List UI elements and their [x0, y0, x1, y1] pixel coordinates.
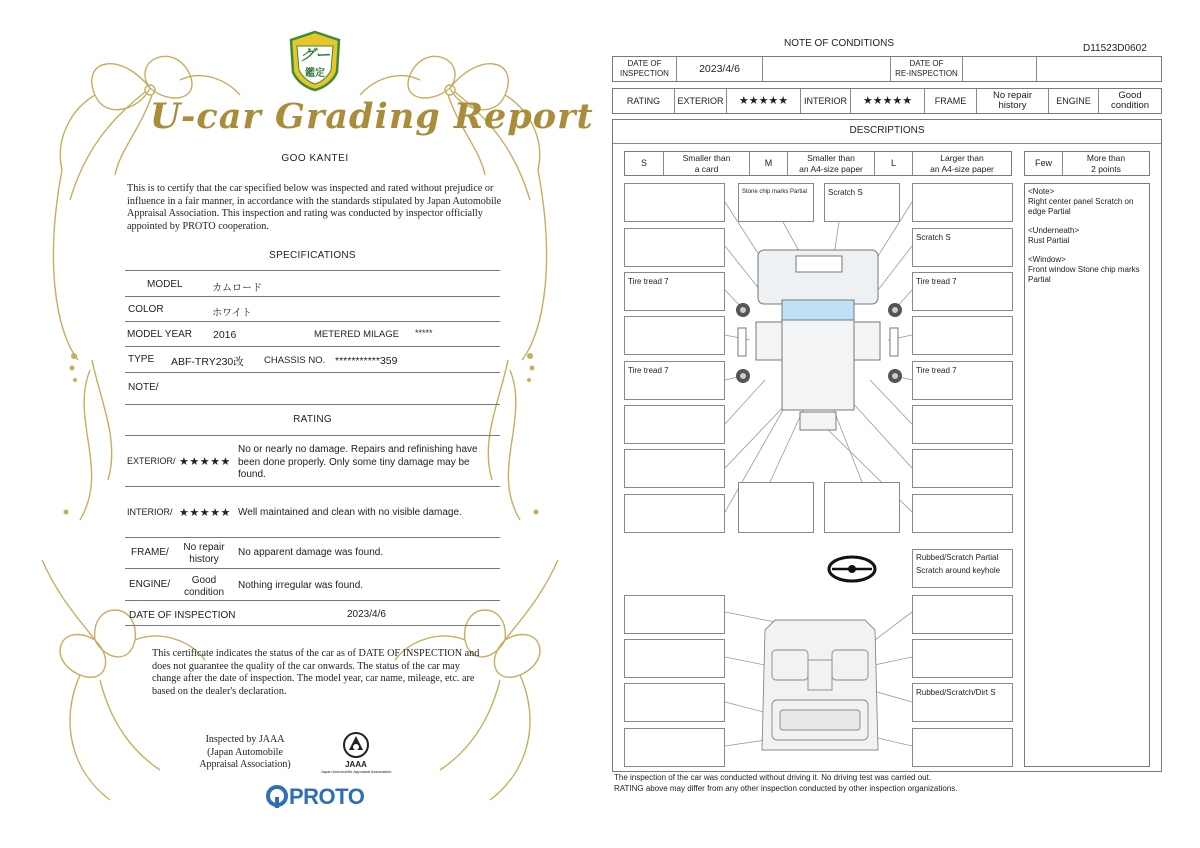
legend-s: S: [640, 158, 647, 169]
steering-note-line-2: Scratch around keyhole: [916, 565, 1001, 575]
color-label: COLOR: [128, 304, 164, 315]
note-text: Right center panel Scratch on edge Partial: [1028, 197, 1134, 216]
damage-box-b2: [824, 482, 900, 533]
interior-label: INTERIOR: [803, 95, 847, 106]
legend-more-line-1: More than: [1086, 153, 1126, 163]
divider: [125, 372, 500, 373]
damage-box-l7: [624, 449, 725, 488]
damage-box-r8: [912, 494, 1013, 533]
legend-few: Few: [1034, 158, 1052, 169]
underneath-heading: <Underneath>: [1028, 226, 1080, 235]
chassis-label: CHASSIS NO.: [264, 355, 326, 366]
date-of-inspection-value: 2023/4/6: [699, 62, 740, 75]
damage-box-r4: [912, 316, 1013, 355]
damage-box-i2: [624, 639, 725, 678]
window-heading: <Window>: [1028, 255, 1066, 264]
damage-box-tire-lr: Tire tread 7: [624, 361, 725, 400]
divider: [125, 404, 500, 405]
exterior-label: EXTERIOR/: [127, 456, 176, 466]
divider: [125, 486, 500, 487]
type-value: ABF-TRY230改: [171, 356, 244, 368]
color-value: ホワイト: [212, 308, 252, 319]
divider: [125, 321, 500, 322]
engine-label: ENGINE: [1056, 95, 1091, 106]
legend-m-line-1: Smaller than: [807, 153, 855, 163]
divider: [125, 625, 500, 626]
document-id: D11523D0602: [1083, 43, 1147, 54]
damage-box-i3: [624, 683, 725, 722]
chassis-value: ***********359: [335, 355, 398, 367]
jaaa-logo: [318, 730, 394, 774]
jaaa-emblem-icon: [341, 730, 371, 760]
model-label: MODEL: [147, 279, 183, 290]
exterior-label: EXTERIOR: [677, 95, 724, 106]
engine-value-line-1: Good: [1118, 89, 1142, 101]
interior-description: Well maintained and clean with no visible damage.: [238, 507, 462, 518]
inspected-by-line-3: Appraisal Association): [199, 759, 291, 770]
proto-logo-icon: [266, 785, 288, 809]
divider: [125, 346, 500, 347]
rating-heading: RATING: [293, 414, 332, 425]
damage-box-tire-rr: Tire tread 7: [912, 361, 1013, 400]
frame-value: [176, 542, 232, 565]
damage-box-l8: [624, 494, 725, 533]
reinspect-label-line-2: RE-INSPECTION: [895, 69, 958, 78]
interior-label: INTERIOR/: [127, 507, 173, 517]
certificate-disclaimer: This certificate indicates the status of the car as of DATE OF INSPECTION and does not guarantee the quality of the car onwards. The status of the car may change after the date of inspection. The model year, car name, mileage, etc. are based on the dealer's declaration.: [152, 648, 480, 697]
proto-logo-text: PROTO: [289, 784, 365, 809]
date-of-inspection-label: DATE OF INSPECTION: [129, 610, 236, 621]
frame-description: No apparent damage was found.: [238, 547, 384, 558]
interior-stars: ★★★★★: [862, 94, 913, 107]
jaaa-subtitle: Japan Automobile Appraisal Association: [320, 769, 392, 774]
damage-box-i4: [624, 728, 725, 767]
divider: [125, 296, 500, 297]
logo-text-bottom: 鑑定: [305, 68, 325, 79]
model-year-value: 2016: [213, 329, 237, 341]
underneath-text: Rust Partial: [1028, 236, 1070, 245]
frame-value-line-1: No repair: [183, 542, 225, 553]
legend-s-line-1: Smaller than: [682, 153, 731, 163]
type-label: TYPE: [128, 354, 155, 365]
divider: [125, 435, 500, 436]
reinspect-label-line-1: DATE OF: [909, 58, 944, 68]
mileage-value: *****: [415, 328, 433, 338]
mileage-label: METERED MILAGE: [314, 329, 399, 340]
legend-s-line-2: a card: [694, 163, 719, 174]
damage-box-b1: [738, 482, 814, 533]
engine-value-line-2: condition: [183, 586, 225, 598]
note-label: NOTE/: [128, 382, 159, 393]
frame-value-line-1: No repair: [992, 89, 1033, 101]
legend-m: M: [764, 158, 773, 169]
divider: [125, 537, 500, 538]
divider: [125, 270, 500, 271]
damage-box-l4: [624, 316, 725, 355]
engine-value-line-1: Good: [191, 575, 217, 586]
descriptions-heading: DESCRIPTIONS: [849, 125, 925, 136]
date-label-line-2: INSPECTION: [620, 69, 669, 78]
exterior-stars: ★★★★★: [179, 456, 231, 468]
damage-box-i8: [912, 728, 1013, 767]
damage-box-r7: [912, 449, 1013, 488]
divider: [125, 568, 500, 569]
report-title: U-car Grading Report: [150, 96, 594, 137]
notes-column: [1024, 183, 1150, 767]
note-of-conditions: [600, 0, 1200, 848]
note-heading: <Note>: [1028, 187, 1055, 196]
date-label-line-1: DATE OF: [627, 58, 662, 68]
certification-statement: This is to certify that the car specified below was inspected and rated without prejudice or influence in a fair manner, in accordance with the standards stipulated by Japan Automobile Appraisal Association. This inspection and rating was conducted by inspector officially appointed by PROTO cooperation.: [127, 183, 502, 232]
damage-box-r1: [912, 183, 1013, 222]
inspected-by-line-2: (Japan Automobile: [207, 746, 283, 758]
window-text: Front window Stone chip marks Partial: [1028, 265, 1140, 284]
damage-box-scratch-right: Scratch S: [912, 228, 1013, 267]
damage-box-l6: [624, 405, 725, 444]
engine-value-line-2: condition: [1110, 100, 1150, 111]
date-of-inspection-value: 2023/4/6: [347, 609, 386, 620]
rating-label: RATING: [626, 95, 661, 106]
damage-box-i6: [912, 639, 1013, 678]
legend-l: L: [890, 158, 896, 169]
damage-box-l2: [624, 228, 725, 267]
damage-box-r6: [912, 405, 1013, 444]
damage-box-tire-rf: Tire tread 7: [912, 272, 1013, 311]
interior-stars: ★★★★★: [179, 507, 231, 519]
damage-box-scratch-top: Scratch S: [824, 183, 900, 222]
exterior-stars: ★★★★★: [738, 94, 789, 107]
damage-box-stone-chip: Stone chip marks Partial: [738, 183, 814, 222]
footer-line-1: The inspection of the car was conducted without driving it. No driving test was carried out.: [614, 773, 932, 782]
damage-box-interior-right: Rubbed/Scratch/Dirt S: [912, 683, 1013, 722]
model-value: カムロード: [212, 283, 262, 294]
frame-value-line-2: history: [189, 553, 219, 565]
engine-value: [176, 575, 232, 598]
legend-more-line-2: 2 points: [1091, 163, 1121, 174]
damage-box-l1: [624, 183, 725, 222]
jaaa-label: JAAA: [345, 760, 367, 769]
frame-label: FRAME: [934, 95, 967, 106]
engine-label: ENGINE/: [129, 579, 171, 590]
damage-box-tire-lf: Tire tread 7: [624, 272, 725, 311]
frame-label: FRAME/: [131, 547, 169, 558]
inspected-by: [186, 734, 304, 772]
specifications-heading: SPECIFICATIONS: [269, 250, 356, 261]
damage-box-i5: [912, 595, 1013, 634]
steering-note-line-1: Rubbed/Scratch Partial: [916, 553, 999, 562]
frame-value-line-2: history: [998, 100, 1027, 111]
conditions-title: NOTE OF CONDITIONS: [784, 38, 894, 49]
damage-box-i1: [624, 595, 725, 634]
steering-wheel-icon: [829, 557, 875, 581]
damage-box-steering: [912, 549, 1013, 588]
model-year-label: MODEL YEAR: [127, 329, 193, 340]
logo-text-top: グー: [299, 47, 330, 64]
conditions-footer: [614, 772, 957, 794]
divider: [125, 600, 500, 601]
inspected-by-line-1: Inspected by JAAA: [205, 734, 285, 745]
footer-line-2: RATING above may differ from any other inspection conducted by other inspection organizations.: [614, 784, 958, 793]
legend-l-line-1: Larger than: [940, 153, 984, 163]
legend-m-line-2: an A4-size paper: [799, 163, 863, 174]
report-subtitle: GOO KANTEI: [281, 153, 349, 164]
engine-description: Nothing irregular was found.: [238, 580, 364, 591]
exterior-description: No or nearly no damage. Repairs and refinishing have been done properly. Only some tiny damage may be found.: [238, 444, 478, 480]
legend-l-line-2: an A4-size paper: [930, 163, 994, 174]
